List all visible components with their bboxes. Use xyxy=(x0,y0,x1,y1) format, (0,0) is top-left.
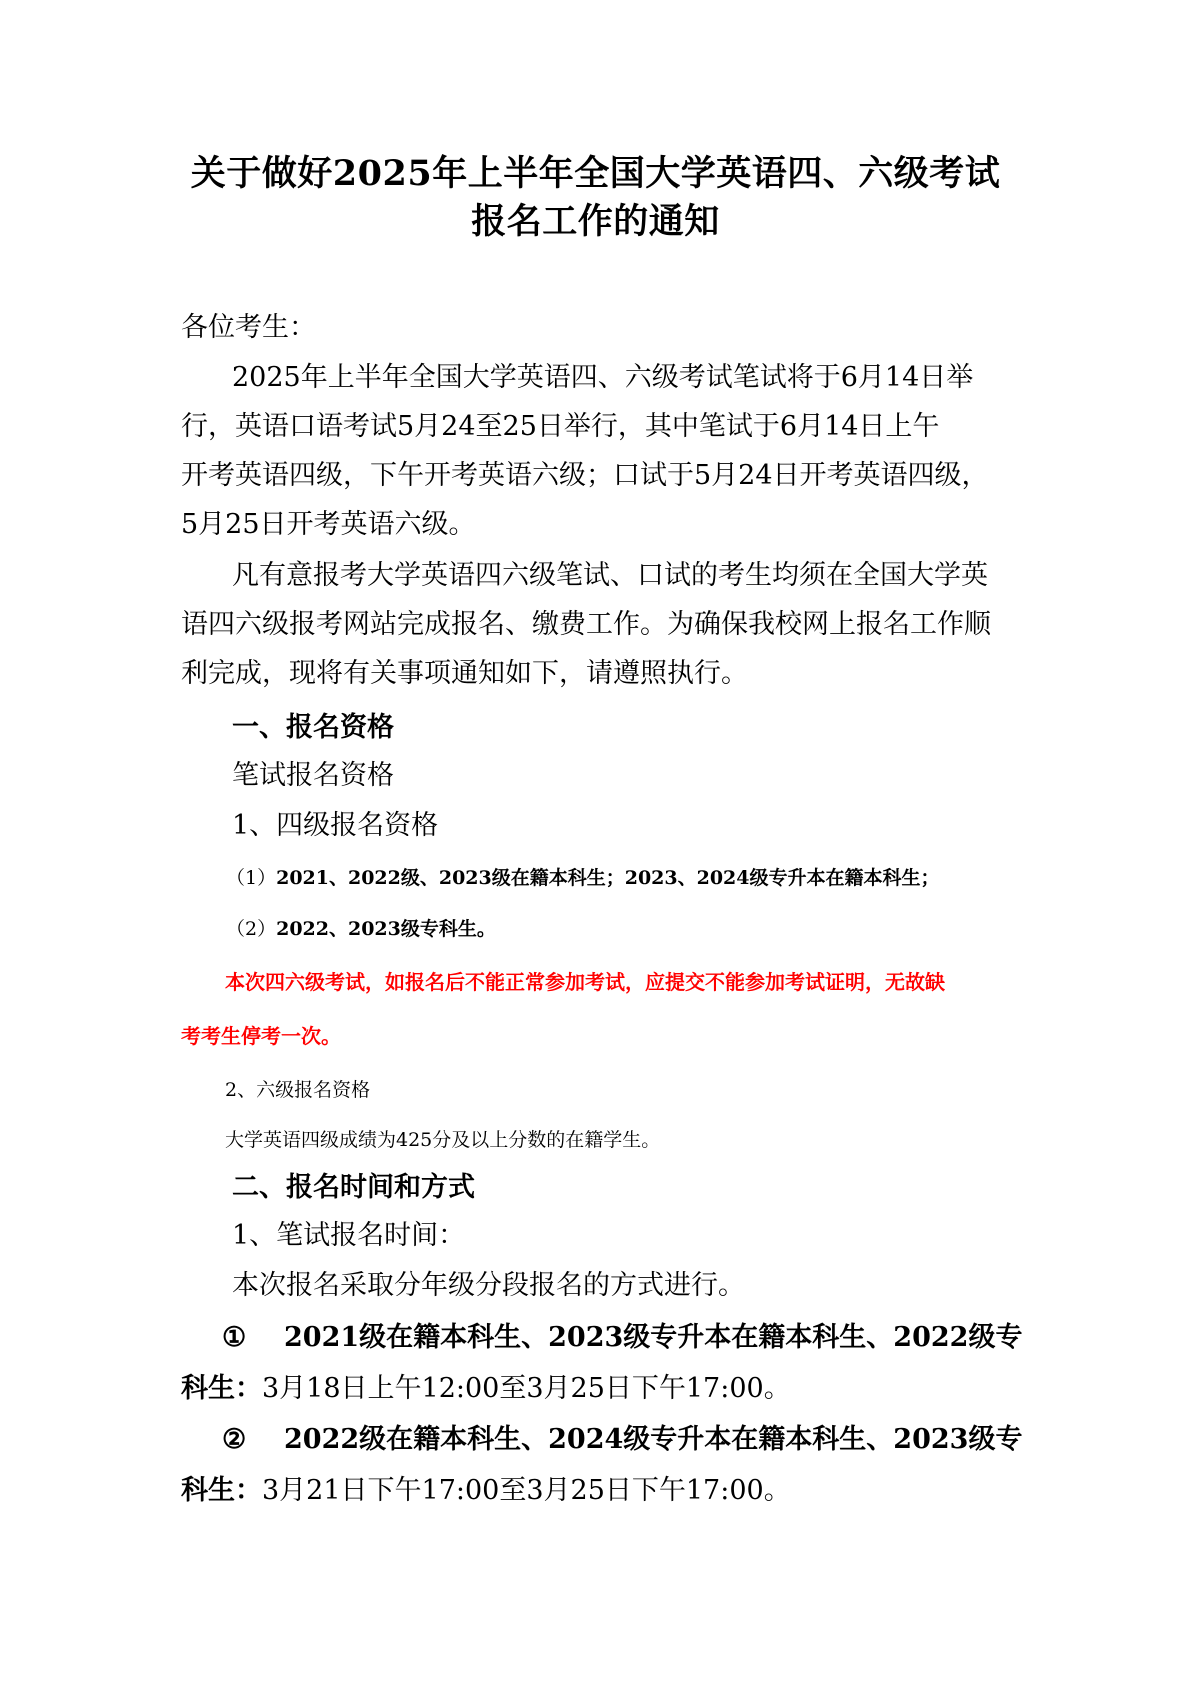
cet4-item-2 xyxy=(226,914,496,944)
schedule-item-2-time: 3月21日下午17:00至3月25日下午17:00。 xyxy=(262,1475,791,1506)
schedule-item-1-time: 3月18日上午12:00至3月25日下午17:00。 xyxy=(262,1373,791,1404)
title-line-1: 关于做好2025年上半年全国大学英语四、六级考试 xyxy=(190,153,1001,194)
para1-line4: 5月25日开考英语六级。 xyxy=(181,509,476,540)
cet4-item-1-text: 2021、2022级、2023级在籍本科生；2023、2024级专升本在籍本科生； xyxy=(276,867,940,889)
schedule-item-1-line1 xyxy=(222,1318,1022,1358)
schedule-item-2-line1 xyxy=(222,1420,1022,1460)
salutation: 各位考生： xyxy=(181,312,316,343)
schedule-item-1-groups: 2021级在籍本科生、2023级专升本在籍本科生、2022级专 xyxy=(284,1322,1023,1353)
section1-subheading: 笔试报名资格 xyxy=(232,760,394,791)
section2-intro: 本次报名采取分年级分段报名的方式进行。 xyxy=(232,1270,745,1301)
notice-line-2: 考考生停考一次。 xyxy=(181,1024,341,1048)
schedule-item-2-groups: 2022级在籍本科生、2024级专升本在籍本科生、2023级专 xyxy=(284,1424,1023,1455)
section2-heading: 二、报名时间和方式 xyxy=(232,1172,475,1203)
schedule-item-1-label: 科生： xyxy=(181,1373,262,1404)
cet6-text: 大学英语四级成绩为425分及以上分数的在籍学生。 xyxy=(225,1129,661,1151)
cet4-item-2-prefix: （2） xyxy=(226,918,277,940)
cet6-heading: 2、六级报名资格 xyxy=(225,1079,371,1101)
section2-subheading: 1、笔试报名时间： xyxy=(232,1220,466,1251)
para1-line3: 开考英语四级，下午开考英语六级；口试于5月24日开考英语四级， xyxy=(181,460,989,491)
cet4-heading: 1、四级报名资格 xyxy=(232,810,439,841)
para2-line3: 利完成，现将有关事项通知如下，请遵照执行。 xyxy=(181,658,748,689)
cet4-item-1 xyxy=(226,863,940,893)
cet4-item-2-text: 2022、2023级专科生。 xyxy=(276,918,496,940)
schedule-item-2-line2 xyxy=(181,1471,791,1511)
cet4-item-1-prefix: （1） xyxy=(226,867,277,889)
para1-line1: 2025年上半年全国大学英语四、六级考试笔试将于6月14日举 xyxy=(232,362,974,393)
para2-line2: 语四六级报考网站完成报名、缴费工作。为确保我校网上报名工作顺 xyxy=(181,609,991,640)
schedule-item-2-label: 科生： xyxy=(181,1475,262,1506)
circled-number-1: ① xyxy=(222,1322,247,1353)
notice-line-1: 本次四六级考试，如报名后不能正常参加考试，应提交不能参加考试证明，无故缺 xyxy=(225,970,945,994)
title-line-2: 报名工作的通知 xyxy=(471,201,720,242)
section1-heading: 一、报名资格 xyxy=(232,712,394,743)
schedule-item-1-line2 xyxy=(181,1369,791,1409)
para1-line2: 行，英语口语考试5月24至25日举行，其中笔试于6月14日上午 xyxy=(181,411,940,442)
circled-number-2: ② xyxy=(222,1424,247,1455)
para2-line1: 凡有意报考大学英语四六级笔试、口试的考生均须在全国大学英 xyxy=(232,560,988,591)
